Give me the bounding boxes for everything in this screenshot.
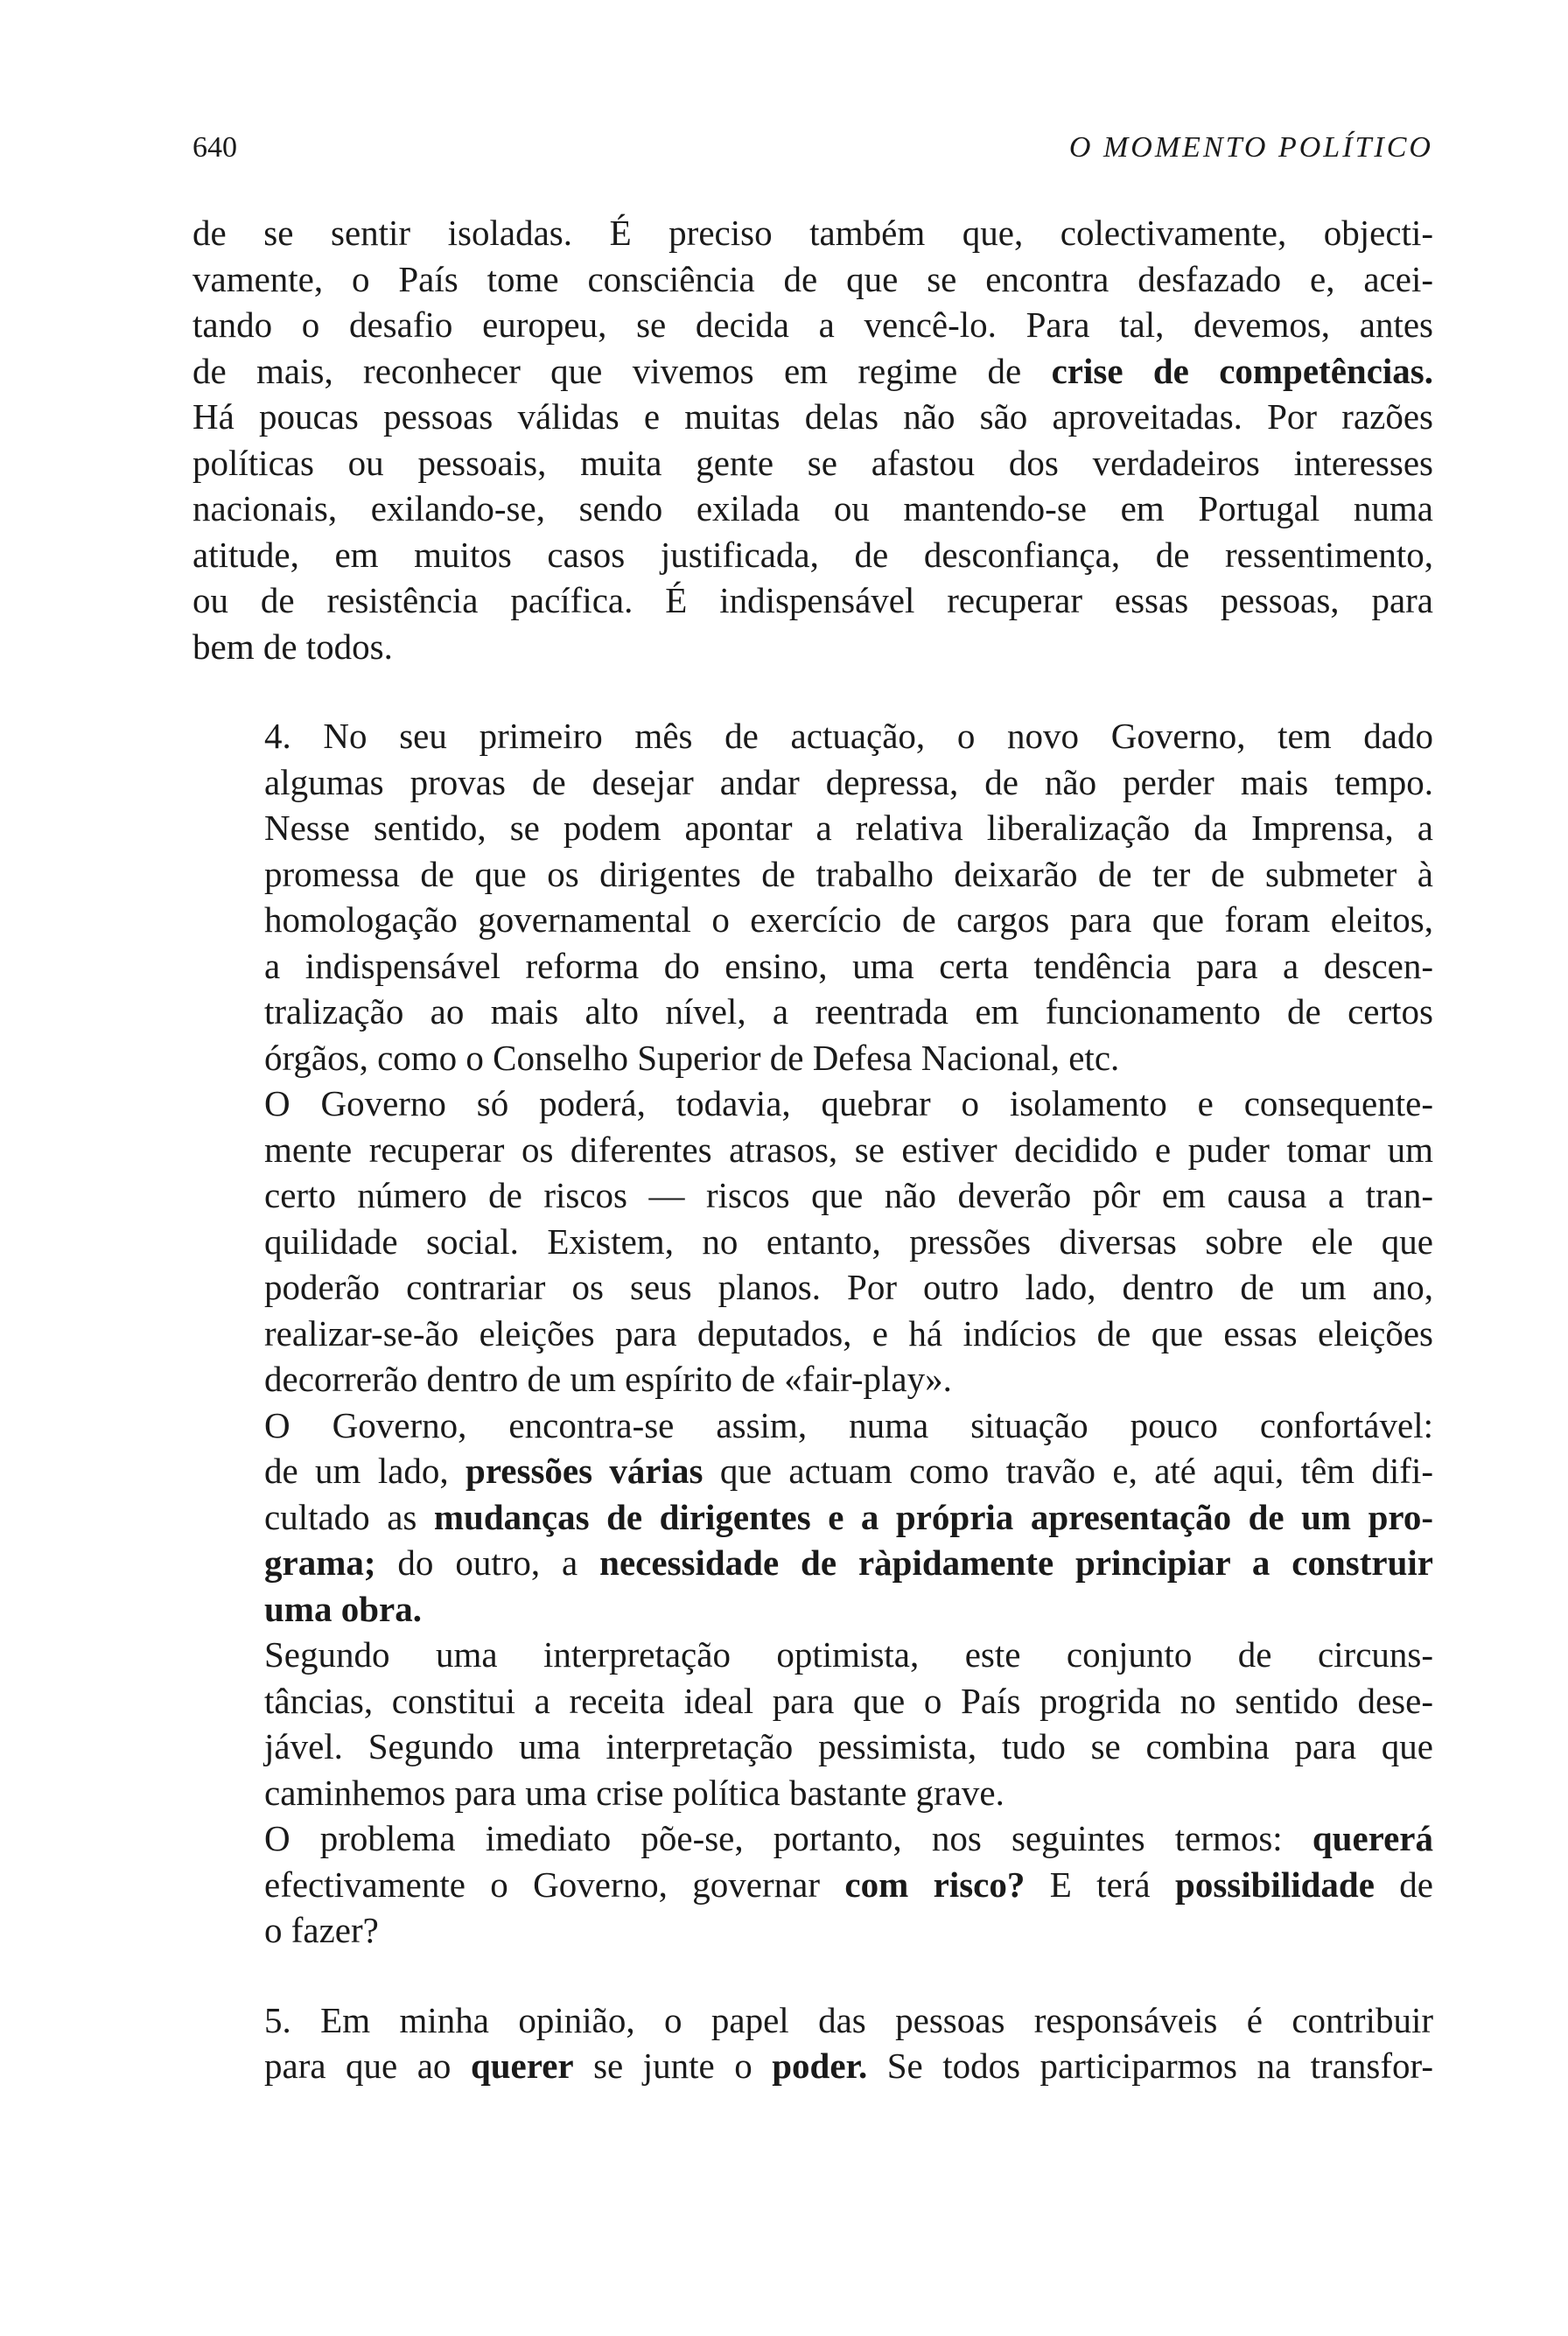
bold-emphasis: quererá: [1312, 1818, 1433, 1858]
bold-emphasis: poder.: [772, 2046, 868, 2086]
text-line: quilidade social. Existem, no entanto, pressões diversas sobre ele que: [264, 1220, 1433, 1262]
body-text: [192, 210, 1433, 2089]
bold-emphasis: grama;: [264, 1542, 376, 1583]
text-line: grama; do outro, a necessidade de ràpidamente principiar a construir: [264, 1542, 1433, 1583]
bold-emphasis: necessidade de ràpidamente principiar a construir: [599, 1542, 1433, 1583]
bold-emphasis: possibilidade: [1175, 1864, 1375, 1905]
text-line: caminhemos para uma crise política bastante grave.: [264, 1772, 1004, 1813]
text-line: atitude, em muitos casos justificada, de desconfiança, de ressentimento,: [192, 534, 1433, 575]
text-line: de se sentir isoladas. É preciso também que, colectivamente, objecti-: [192, 213, 1433, 253]
text-line: certo número de riscos — riscos que não deverão pôr em causa a tran-: [264, 1175, 1433, 1215]
text-line: decorrerão dentro de um espírito de «fair-play».: [264, 1359, 952, 1399]
paragraph: [192, 1815, 1433, 1954]
running-head: O MOMENTO POLÍTICO: [1068, 131, 1433, 164]
text-line: Há poucas pessoas válidas e muitas delas não são aproveitadas. Por razões: [192, 396, 1433, 437]
page-number: 640: [192, 131, 237, 164]
text-line: bem de todos.: [192, 626, 393, 667]
paragraph: [192, 713, 1433, 1081]
bold-emphasis: com risco?: [844, 1864, 1026, 1905]
text-line: tralização ao mais alto nível, a reentrada em funcionamento de certos: [264, 991, 1433, 1032]
text-line: Nesse sentido, se podem apontar a relativa liberalização da Imprensa, a: [264, 808, 1433, 848]
text-line: de um lado, pressões várias que actuam como travão e, até aqui, têm difi-: [264, 1451, 1433, 1491]
text-line: O Governo, encontra-se assim, numa situação pouco confortável:: [264, 1404, 1433, 1445]
text-line: O Governo só poderá, todavia, quebrar o isolamento e consequente-: [264, 1083, 1433, 1123]
text-line: cultado as mudanças de dirigentes e a própria apresentação de um pro-: [264, 1496, 1433, 1537]
text-line: 4. No seu primeiro mês de actuação, o novo Governo, tem dado: [264, 716, 1433, 756]
text-line: ou de resistência pacífica. É indispensável recuperar essas pessoas, para: [192, 580, 1433, 620]
bold-emphasis: mudanças de dirigentes e a própria apresentação de um pro-: [433, 1496, 1433, 1537]
text-line: de mais, reconhecer que vivemos em regime de crise de competências.: [192, 350, 1433, 391]
text-line: jável. Segundo uma interpretação pessimista, tudo se combina para que: [264, 1726, 1433, 1766]
text-line: Segundo uma interpretação optimista, este conjunto de circuns-: [264, 1634, 1433, 1675]
text-line: promessa de que os dirigentes de trabalho deixarão de ter de submeter à: [264, 853, 1433, 894]
text-line: a indispensável reforma do ensino, uma certa tendência para a descen-: [264, 945, 1433, 986]
paragraph: [192, 1402, 1433, 1633]
bold-emphasis: querer: [470, 2046, 574, 2086]
text-line: [192, 1586, 1433, 1633]
bold-emphasis: pressões várias: [466, 1451, 704, 1491]
text-line: vamente, o País tome consciência de que se encontra desfazado e, acei-: [192, 258, 1433, 299]
bold-emphasis: crise de competências.: [1051, 350, 1433, 391]
text-line: órgãos, como o Conselho Superior de Defesa Nacional, etc.: [264, 1037, 1120, 1078]
text-line: para que ao querer se junte o poder. Se todos participarmos na transfor-: [264, 2046, 1433, 2086]
text-line: O problema imediato põe-se, portanto, nos seguintes termos: quererá: [264, 1818, 1433, 1858]
paragraph: [192, 1081, 1433, 1402]
text-line: políticas ou pessoais, muita gente se afastou dos verdadeiros interesses: [192, 442, 1433, 483]
text-line: realizar-se-ão eleições para deputados, e há indícios de que essas eleições: [264, 1312, 1433, 1353]
text-line: mente recuperar os diferentes atrasos, se estiver decidido e puder tomar um: [264, 1129, 1433, 1170]
text-line: homologação governamental o exercício de cargos para que foram eleitos,: [264, 899, 1433, 940]
text-line: tando o desafio europeu, se decida a vencê-lo. Para tal, devemos, antes: [192, 304, 1433, 345]
bold-emphasis: uma obra.: [264, 1588, 422, 1629]
paragraph: [192, 210, 1433, 669]
paragraph: [192, 1997, 1433, 2089]
page-header: [192, 131, 1433, 175]
text-line: o fazer?: [264, 1910, 379, 1950]
text-line: tâncias, constitui a receita ideal para que o País progrida no sentido dese-: [264, 1680, 1433, 1721]
text-line: poderão contrariar os seus planos. Por outro lado, dentro de um ano,: [264, 1267, 1433, 1307]
paragraph: [192, 1632, 1433, 1815]
text-line: 5. Em minha opinião, o papel das pessoas responsáveis é contribuir: [264, 1999, 1433, 2040]
text-line: nacionais, exilando-se, sendo exilada ou mantendo-se em Portugal numa: [192, 488, 1433, 528]
text-line: algumas provas de desejar andar depressa, de não perder mais tempo.: [264, 761, 1433, 802]
text-line: efectivamente o Governo, governar com risco? E terá possibilidade de: [264, 1864, 1433, 1905]
